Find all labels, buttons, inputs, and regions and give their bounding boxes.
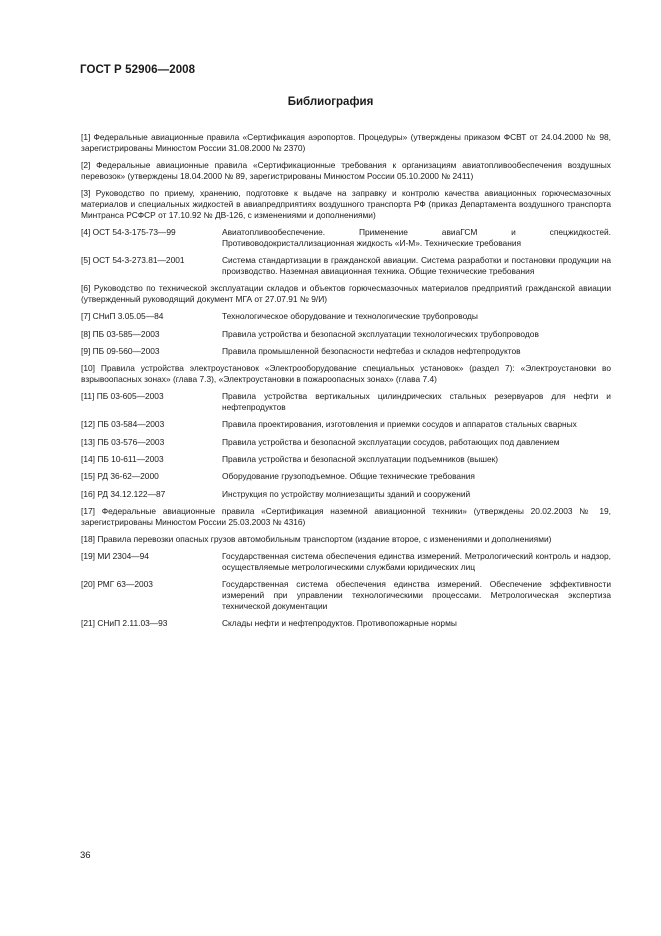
entry-number: [13] xyxy=(81,436,95,447)
bibliography-entry xyxy=(81,551,611,573)
entry-number: [7] xyxy=(81,311,91,322)
entry-text: Технологическое оборудование и технологические трубопроводы xyxy=(222,311,478,322)
bibliography-entry xyxy=(81,283,611,305)
entry-number: [16] xyxy=(81,488,95,499)
entry-number: [9] xyxy=(81,345,91,356)
entry-text: Система стандартизации в гражданской авиации. Система разработки и постановки продукции на производство. Наземная авиационная техника. Общие технические требования xyxy=(222,255,611,276)
entry-number: [2] xyxy=(81,160,91,171)
entry-text: Федеральные авиационные правила «Сертификация наземной авиационной техники» (утверждены 20.02.2003 № 19, зарегистрированы Минюстом России 25.03.2003 № 4316) xyxy=(81,505,612,527)
entry-code: РД 36-62—2000 xyxy=(97,471,159,482)
entry-number: [5] xyxy=(81,255,91,266)
entry-number: [3] xyxy=(81,188,91,199)
entry-text: Оборудование грузоподъемное. Общие технические требования xyxy=(222,471,475,482)
entry-text: Государственная система обеспечения единства измерений. Метрологический контроль и надзор, осуществляемые метрологическими службами юридических лиц xyxy=(222,551,611,573)
entry-code: ПБ 03-576—2003 xyxy=(97,436,165,447)
bibliography-entry xyxy=(81,419,611,430)
entry-text: Правила устройства и безопасной эксплуатации подъемников (вышек) xyxy=(222,454,499,465)
bibliography-entry xyxy=(81,391,611,413)
bibliography-entry xyxy=(81,471,611,482)
entry-text: Правила проектирования, изготовления и приемки сосудов и аппаратов стальных сварных xyxy=(222,419,577,430)
entry-number: [4] xyxy=(81,227,91,238)
entry-number: [17] xyxy=(81,505,95,516)
entry-number: [20] xyxy=(81,579,95,590)
entry-text: Руководство по технической эксплуатации складов и объектов горючесмазочных материалов предприятий гражданской авиации (утвержденный руководящий документ МГА от 27.07.91 № 9/И) xyxy=(81,283,612,305)
bibliography-entry xyxy=(81,618,611,629)
page-title: Библиография xyxy=(287,96,374,108)
entry-code: ПБ 03-605—2003 xyxy=(96,391,164,402)
entry-text: Правила перевозки опасных грузов автомобильным транспортом (издание второе, с изменениями и дополнениями) xyxy=(97,534,552,545)
entry-text: Правила устройства вертикальных цилиндрических стальных резервуаров для нефти и нефтепродуктов xyxy=(222,391,611,413)
bibliography-entry xyxy=(81,489,611,500)
entry-number: [10] xyxy=(81,363,95,374)
bibliography-entry xyxy=(81,579,611,611)
entry-number: [14] xyxy=(81,454,95,465)
entry-number: [11] xyxy=(81,391,95,402)
bibliography-entry xyxy=(81,363,611,385)
entry-code: РМГ 63—2003 xyxy=(97,579,153,590)
bibliography-list xyxy=(81,132,611,636)
entry-number: [18] xyxy=(81,534,95,545)
bibliography-entry xyxy=(81,454,611,465)
entry-code: ПБ 10-611—2003 xyxy=(97,454,164,465)
entry-text: Склады нефти и нефтепродуктов. Противопожарные нормы xyxy=(222,618,457,629)
entry-text: Федеральные авиационные правила «Сертификационные требования к организациям авиатопливообеспечения воздушных перевозок» (утверждены 18.04.2000 № 89, зарегистрированы Минюстом России 05.10.2000 № 2411) xyxy=(81,160,611,181)
entry-text: Правила устройства электроустановок «Электрооборудование специальных установок» (раздел 7): «Электроустановки во взрывоопасных зонах» (глава 7.3), «Электроустановки в пожароопасных зонах» (глава 7.4) xyxy=(81,363,612,385)
entry-code: ОСТ 54-3-273.81—2001 xyxy=(92,255,185,266)
page-number: 36 xyxy=(80,850,91,861)
entry-text: Федеральные авиационные правила «Сертификация аэропортов. Процедуры» (утверждены приказом ФСВТ от 24.04.2000 № 98, зарегистрированы Минюстом России 31.08.2000 № 2370) xyxy=(81,132,611,153)
entry-text: Правила устройства и безопасной эксплуатации технологических трубопроводов xyxy=(222,328,539,339)
entry-number: [15] xyxy=(81,471,95,482)
bibliography-entry xyxy=(81,255,611,277)
bibliography-entry xyxy=(81,506,611,528)
entry-text: Авиатопливообеспечение. Применение авиаГСМ и спецжидкостей. Противоводокристаллизационная жидкость «И-М». Технические требования xyxy=(222,227,611,248)
entry-code: ПБ 03-585—2003 xyxy=(92,328,160,339)
entry-text: Правила промышленной безопасности нефтебаз и складов нефтепродуктов xyxy=(222,345,521,356)
entry-code: СНиП 2.11.03—93 xyxy=(97,618,168,629)
entry-text: Правила устройства и безопасной эксплуатации сосудов, работающих под давлением xyxy=(222,436,560,447)
bibliography-entry xyxy=(81,311,611,322)
bibliography-entry xyxy=(81,534,611,545)
entry-code: ОСТ 54-3-175-73—99 xyxy=(92,227,176,238)
entry-number: [8] xyxy=(81,328,91,339)
bibliography-entry xyxy=(81,346,611,357)
bibliography-entry xyxy=(81,132,611,154)
bibliography-entry xyxy=(81,160,611,182)
entry-code: ПБ 09-560—2003 xyxy=(92,345,160,356)
entry-number: [12] xyxy=(81,419,95,430)
entry-text: Государственная система обеспечения единства измерений. Обеспечение эффективности измерений при управлении технологическими процессами. Метрологическая экспертиза технической документации xyxy=(222,579,611,611)
entry-text: Руководство по приему, хранению, подготовке к выдаче на заправку и контролю качества авиационных горючесмазочных материалов и специальных жидкостей в авиапредприятиях воздушного транспорта РФ (приказ Департамента воздушного транспорта Минтранса РСФСР от 17.10.92 № ДВ-126, с изменениями и дополнениями) xyxy=(81,188,611,220)
bibliography-entry xyxy=(81,188,611,220)
entry-text: Инструкция по устройству молниезащиты зданий и сооружений xyxy=(222,488,471,499)
entry-number: [21] xyxy=(81,618,95,629)
entry-number: [1] xyxy=(81,132,91,142)
entry-number: [6] xyxy=(81,283,91,294)
entry-code: ПБ 03-584—2003 xyxy=(97,419,165,430)
bibliography-entry xyxy=(81,329,611,340)
entry-code: СНиП 3.05.05—84 xyxy=(92,311,164,322)
entry-code: РД 34.12.122—87 xyxy=(97,488,166,499)
bibliography-entry xyxy=(81,227,611,249)
bibliography-entry xyxy=(81,437,611,448)
document-code: ГОСТ Р 52906—2008 xyxy=(80,64,196,76)
entry-number: [19] xyxy=(81,551,95,562)
entry-code: МИ 2304—94 xyxy=(97,551,149,562)
